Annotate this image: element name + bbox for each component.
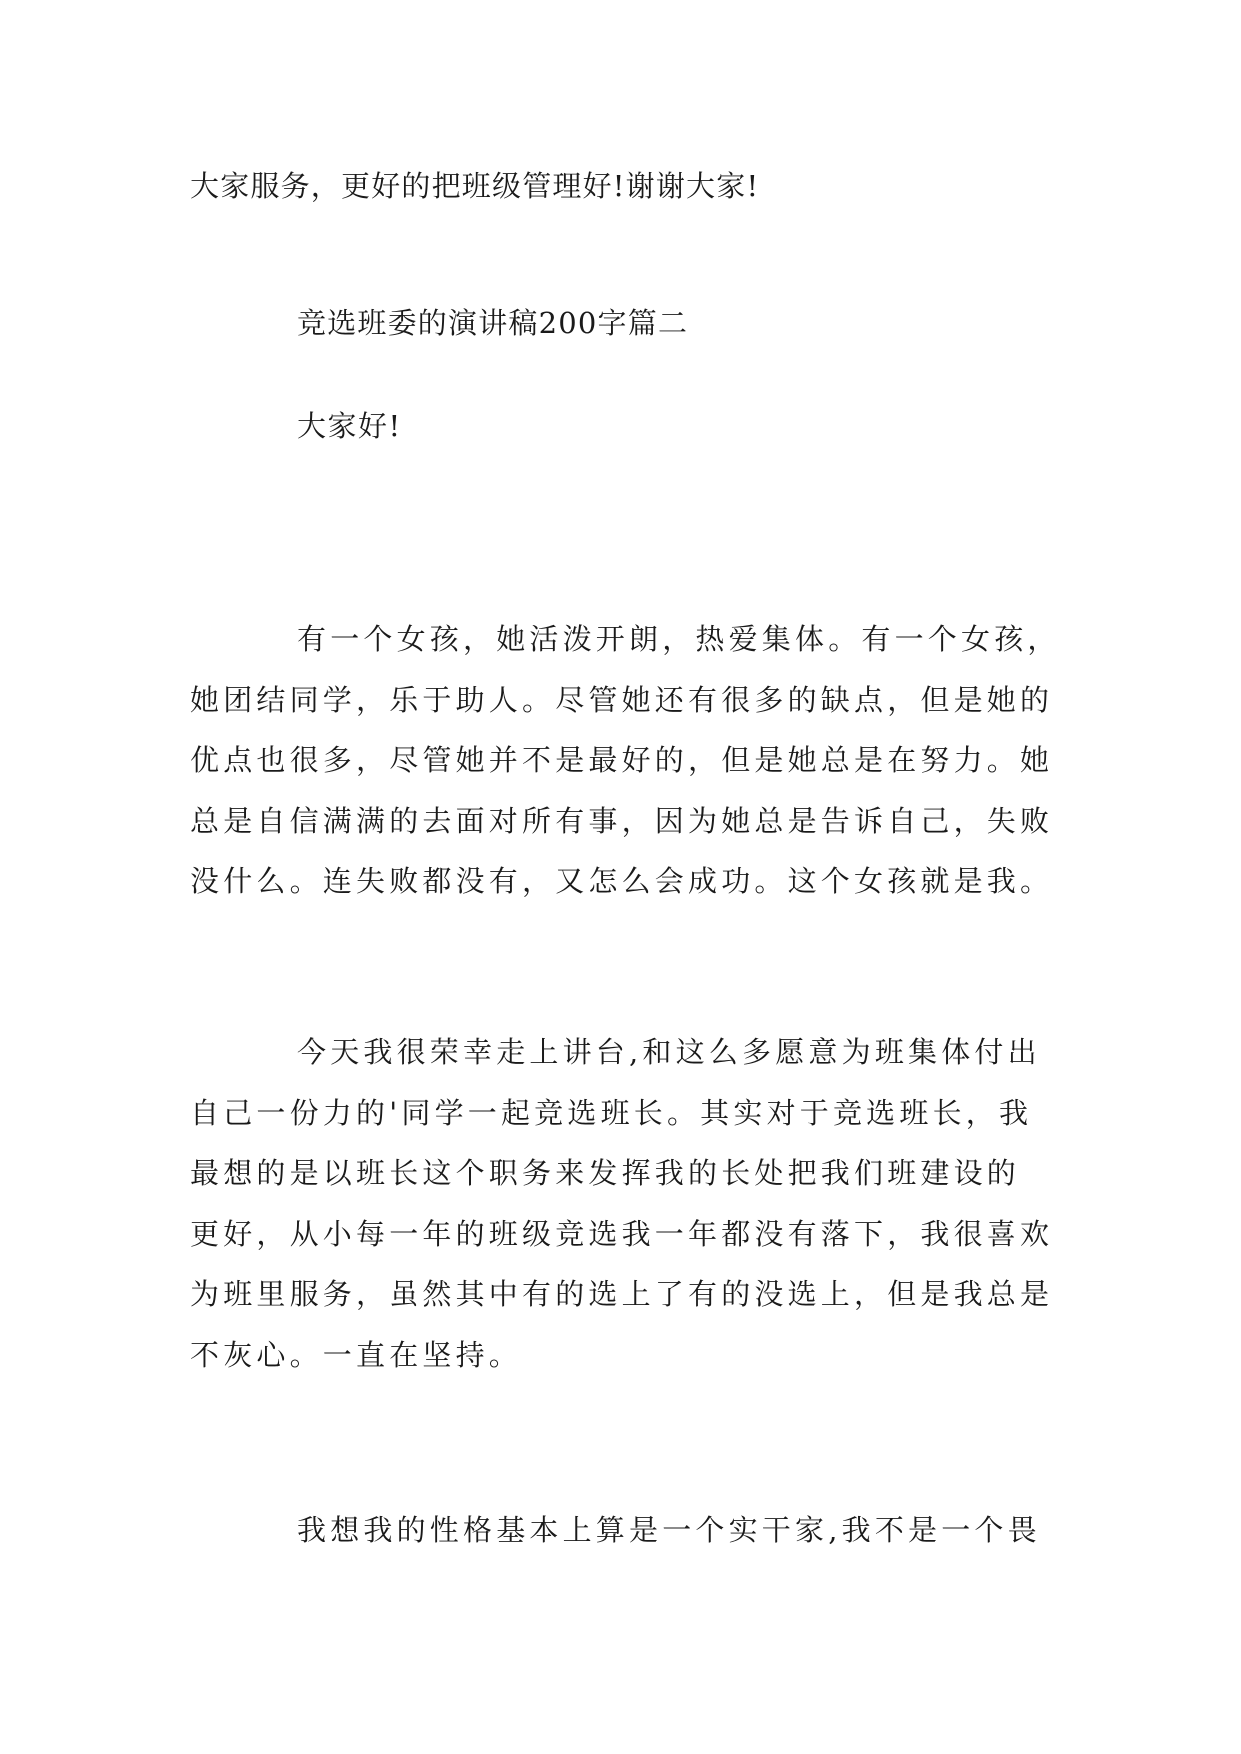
- paragraph-3: [190, 1500, 1080, 1561]
- text-line: 大家服务，更好的把班级管理好!谢谢大家!: [190, 169, 760, 203]
- paragraph-line: 没什么。连失败都没有，又怎么会成功。这个女孩就是我。: [190, 864, 1054, 899]
- paragraph-line: 我想我的性格基本上算是一个实干家,我不是一个畏: [297, 1513, 1041, 1547]
- greeting: [297, 406, 1187, 446]
- paragraph-line: 总是自信满满的去面对所有事，因为她总是告诉自己，失败: [190, 803, 1054, 838]
- paragraph-line: 优点也很多，尽管她并不是最好的，但是她总是在努力。她: [190, 743, 1054, 778]
- paragraph-line: 有一个女孩，她活泼开朗，热爱集体。有一个女孩，: [297, 622, 1061, 656]
- paragraph-line: 自己一份力的'同学一起竞选班长。其实对于竞选班长，我: [190, 1095, 1033, 1130]
- heading-text: 竞选班委的演讲稿200字篇二: [297, 306, 689, 340]
- paragraph-line: 今天我很荣幸走上讲台,和这么多愿意为班集体付出: [297, 1035, 1041, 1069]
- greeting-text: 大家好!: [297, 409, 402, 443]
- paragraph-line: 最想的是以班长这个职务来发挥我的长处把我们班建设的: [190, 1156, 1021, 1191]
- paragraph-line: 她团结同学，乐于助人。尽管她还有很多的缺点，但是她的: [190, 682, 1054, 717]
- paragraph-2: [190, 1022, 1080, 1386]
- paragraph-line: 不灰心。一直在坚持。: [190, 1337, 523, 1372]
- paragraph-line: 为班里服务，虽然其中有的选上了有的没选上，但是我总是: [190, 1277, 1054, 1312]
- paragraph-line: 更好，从小每一年的班级竞选我一年都没有落下，我很喜欢: [190, 1216, 1054, 1251]
- section-heading: [297, 303, 1187, 343]
- continuation-text: [190, 166, 1080, 206]
- paragraph-1: [190, 609, 1080, 912]
